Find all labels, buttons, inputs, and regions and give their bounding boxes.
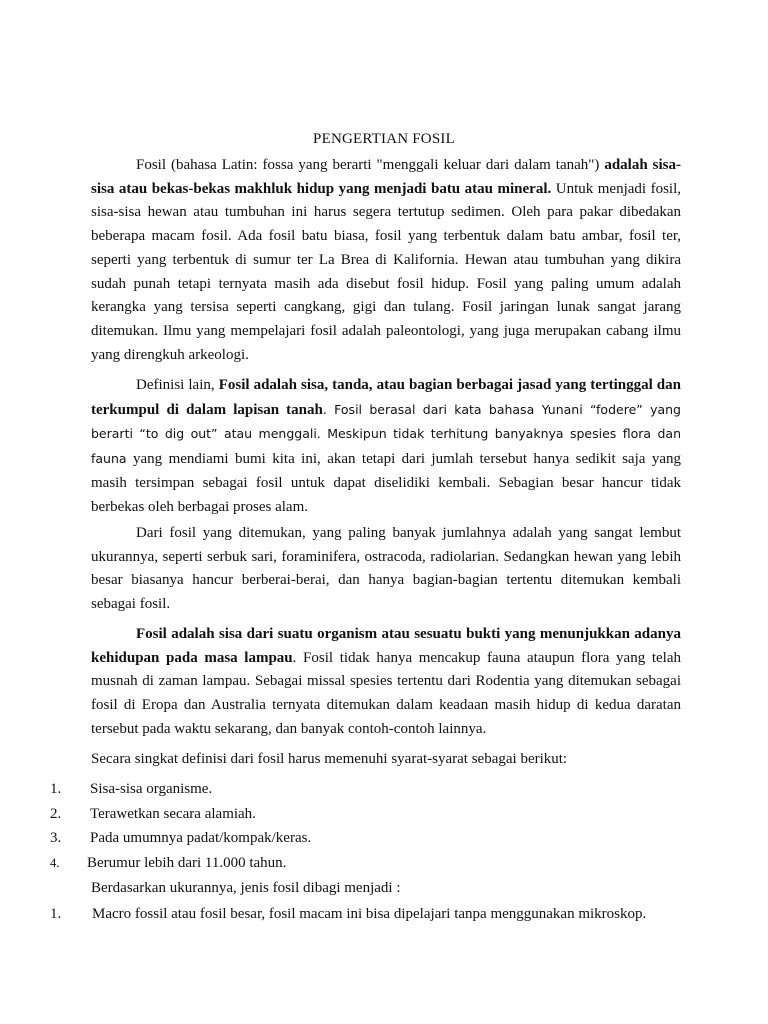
paragraph-definisi-lain: Definisi lain, Fosil adalah sisa, tanda, atau bagian berbagai jasad yang tertinggal dan terkumpul di dalam lapisan tanah. Fosil berasal dari kata bahasa Yunani “fodere” yang berarti “to dig out” atau menggali. Meskipun tidak terhitung banyaknya spesies flora dan fauna yang mendiami bumi kita ini, akan tetapi dari jumlah tersebut hanya sedikit saja yang masih tersimpan sebagai fosil untuk dapat diselidiki kembali. Sebagian besar hancur tidak berbekas oleh berbagai proses alam. [91, 377, 681, 515]
page-title: PENGERTIAN FOSIL [313, 131, 455, 147]
paragraph-sisa-organisme: Fosil adalah sisa dari suatu organism atau sesuatu bukti yang menunjukkan adanya kehidupan pada masa lampau. Fosil tidak hanya mencakup fauna ataupun flora yang telah musnah di zaman lampau. Sebagai missal spesies tertentu dari Rodentia yang ditemukan sebagai fosil di Eropa dan Australia ternyata ditemukan dalam keadaan masih hidup di kedua daratan tersebut pada waktu sekarang, dan banyak contoh-contoh lainnya. [91, 626, 681, 737]
requirements-list [50, 779, 730, 877]
link-fosil-hidup[interactable]: fosil hidup [397, 275, 466, 292]
list-item: 1. Macro fossil atau fosil besar, fosil macam ini bisa dipelajari tanpa menggunakan mikroskop. [50, 906, 647, 922]
link-arkeologi[interactable]: arkeologi [188, 346, 246, 363]
list-item: 4. Berumur lebih dari 11.000 tahun. [50, 854, 287, 871]
link-kalifornia[interactable]: Kalifornia [393, 251, 455, 268]
size-list [50, 904, 730, 929]
link-bahasa-latin[interactable]: bahasa Latin [175, 157, 254, 173]
list-item: 1. Sisa-sisa organisme. [50, 781, 213, 797]
requirements-intro: Secara singkat definisi dari fosil harus memenuhi syarat-syarat sebagai berikut: [91, 751, 568, 767]
list-item: 3. Pada umumnya padat/kompak/keras. [50, 830, 312, 846]
paragraph-definition: Fosil (bahasa Latin: fossa yang berarti "menggali keluar dari dalam tanah") adalah sisa-sisa atau bekas-bekas makhluk hidup yang menjadi batu atau mineral. Untuk menjadi fosil, sisa-sisa hewan atau tumbuhan ini harus segera tertutup sedimen. Oleh para pakar dibedakan beberapa macam fosil. Ada fosil batu biasa, fosil yang terbentuk dalam batu ambar, fosil ter, seperti yang terbentuk di sumur ter La Brea di Kalifornia. Hewan atau tumbuhan yang dikira sudah punah tetapi ternyata masih ada disebut fosil hidup. Fosil yang paling umum adalah kerangka yang tersisa seperti cangkang, gigi dan tulang. Fosil jaringan lunak sangat jarang ditemukan. Ilmu yang mempelajari fosil adalah paleontologi, yang juga merupakan cabang ilmu yang direngkuh arkeologi. [91, 157, 682, 363]
link-ambar[interactable]: ambar [581, 228, 619, 245]
link-paleontologi[interactable]: paleontologi [385, 322, 461, 339]
link-hewan[interactable]: Hewan [464, 251, 508, 268]
link-la-brea[interactable]: La Brea [318, 251, 370, 268]
size-intro: Berdasarkan ukurannya, jenis fosil dibagi menjadi : [91, 880, 401, 896]
list-item: 2. Terawetkan secara alamiah. [50, 805, 256, 822]
link-sedimen[interactable]: sedimen [451, 204, 502, 221]
paragraph-fosil-ditemukan: Dari fosil yang ditemukan, yang paling banyak jumlahnya adalah yang sangat lembut ukurannya, seperti serbuk sari, foraminifera, ostracoda, radiolarian. Sedangkan hewan yang lebih besar biasanya hancur berberai-berai, dan hanya bagian-bagian tertentu ditemukan kembali sebagai fosil. [91, 525, 681, 613]
